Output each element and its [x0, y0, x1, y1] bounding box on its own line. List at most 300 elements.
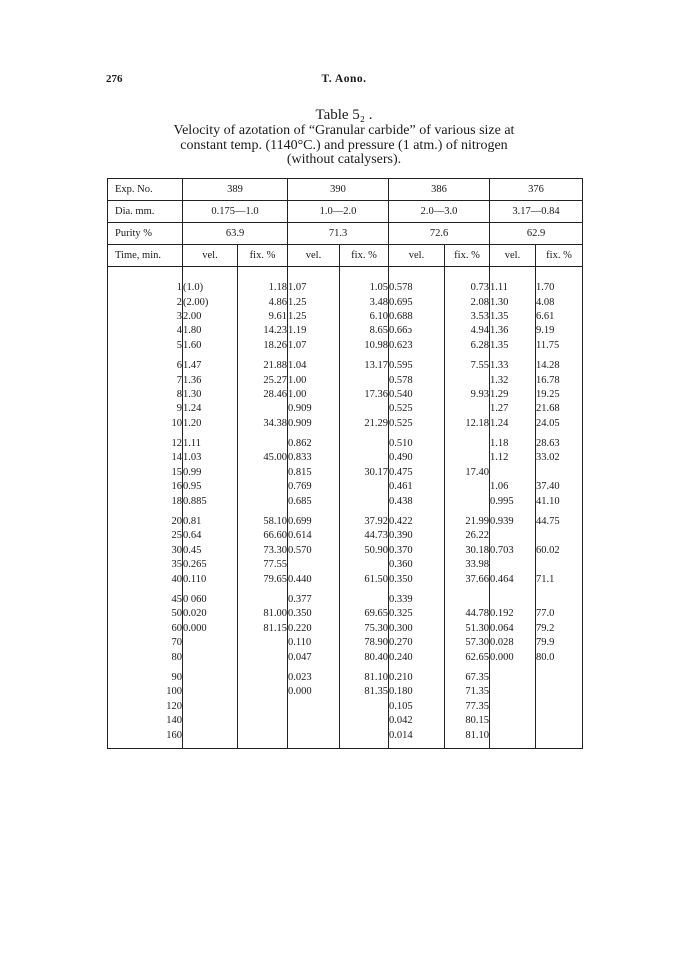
fix-cell: 8.65 — [340, 324, 389, 338]
vel-cell: 1.06 — [490, 480, 536, 494]
vel-cell: 0.769 — [288, 480, 340, 494]
fix-cell: 79.2 — [536, 622, 583, 636]
fix-cell: 80.40 — [340, 650, 389, 664]
vel-cell: 0.862 — [288, 431, 340, 451]
fix-cell: 9.93 — [445, 388, 490, 402]
table-row — [108, 353, 583, 373]
fix-cell: 45.00 — [238, 451, 288, 465]
fix-cell — [340, 714, 389, 728]
time-cell: 7 — [108, 373, 183, 387]
vel-cell: 0.885 — [183, 494, 238, 508]
header-row-columns — [108, 245, 583, 267]
fix-cell: 14.23 — [238, 324, 288, 338]
azotation-table — [107, 178, 583, 749]
exp-no-389: 389 — [183, 179, 288, 201]
fix-cell — [238, 714, 288, 728]
fix-cell: 61.50 — [340, 572, 389, 586]
vel-cell — [490, 529, 536, 543]
vel-cell: 1.33 — [490, 353, 536, 373]
fix-cell: 81.00 — [238, 607, 288, 621]
fix-cell: 33.98 — [445, 558, 490, 572]
vel-cell: 0.422 — [389, 509, 445, 529]
col-header-fix: fix. % — [340, 245, 389, 267]
fix-cell: 81.35 — [340, 685, 389, 699]
time-cell: 120 — [108, 700, 183, 714]
fix-cell: 3.48 — [340, 295, 389, 309]
fix-cell: 37.92 — [340, 509, 389, 529]
page-number: 276 — [106, 73, 123, 85]
vel-cell: 1.18 — [490, 431, 536, 451]
table-row — [108, 451, 583, 465]
fix-cell: 80.15 — [445, 714, 490, 728]
vel-cell — [183, 665, 238, 685]
fix-cell: 16.78 — [536, 373, 583, 387]
fix-cell: 77.55 — [238, 558, 288, 572]
vel-cell: (2.00) — [183, 295, 238, 309]
fix-cell: 44.78 — [445, 607, 490, 621]
vel-cell: 0.685 — [288, 494, 340, 508]
vel-cell: 0.192 — [490, 607, 536, 621]
fix-cell — [340, 494, 389, 508]
vel-cell: 1.25 — [288, 310, 340, 324]
vel-cell: 0.370 — [389, 544, 445, 558]
fix-cell — [340, 402, 389, 416]
fix-cell: 6.61 — [536, 310, 583, 324]
table-row — [108, 700, 583, 714]
vel-cell: 0.490 — [389, 451, 445, 465]
vel-cell: 0.570 — [288, 544, 340, 558]
table-row — [108, 509, 583, 529]
fix-cell: 0.73 — [445, 281, 490, 295]
exp-no-390: 390 — [288, 179, 389, 201]
fix-cell — [238, 466, 288, 480]
vel-cell: 0.614 — [288, 529, 340, 543]
fix-cell — [536, 587, 583, 607]
fix-cell — [340, 451, 389, 465]
fix-cell: 11.75 — [536, 339, 583, 353]
vel-cell: 1.30 — [490, 295, 536, 309]
vel-cell — [490, 700, 536, 714]
purity-376: 62.9 — [490, 223, 583, 245]
time-cell: 90 — [108, 665, 183, 685]
time-cell: 6 — [108, 353, 183, 373]
dia-376: 3.17—0.84 — [490, 201, 583, 223]
col-header-vel: vel. — [389, 245, 445, 267]
fix-cell — [238, 587, 288, 607]
caption-line: Velocity of azotation of “Granular carbide” of various size at — [173, 123, 515, 138]
vel-cell: 1.25 — [288, 295, 340, 309]
table-row — [108, 402, 583, 416]
vel-cell: 1.35 — [490, 339, 536, 353]
table-title: Table 5₂ . — [315, 107, 373, 123]
vel-cell: 0.95 — [183, 480, 238, 494]
vel-cell: 0.438 — [389, 494, 445, 508]
fix-cell: 2.08 — [445, 295, 490, 309]
row-label-time: Time, min. — [108, 245, 183, 267]
fix-cell: 3.53 — [445, 310, 490, 324]
fix-cell: 17.40 — [445, 466, 490, 480]
table-row — [108, 466, 583, 480]
fix-cell: 34.38 — [238, 417, 288, 431]
fix-cell: 81.10 — [340, 665, 389, 685]
fix-cell — [536, 558, 583, 572]
fix-cell — [238, 402, 288, 416]
table-row — [108, 373, 583, 387]
table-row — [108, 494, 583, 508]
fix-cell: 1.70 — [536, 281, 583, 295]
vel-cell: 0.699 — [288, 509, 340, 529]
vel-cell: 0.023 — [288, 665, 340, 685]
vel-cell — [490, 728, 536, 748]
vel-cell: 1.03 — [183, 451, 238, 465]
vel-cell: 0.270 — [389, 636, 445, 650]
vel-cell: 0.325 — [389, 607, 445, 621]
fix-cell: 41.10 — [536, 494, 583, 508]
vel-cell — [183, 650, 238, 664]
time-cell: 70 — [108, 636, 183, 650]
fix-cell: 30.17 — [340, 466, 389, 480]
fix-cell: 21.29 — [340, 417, 389, 431]
header-row-dia — [108, 201, 583, 223]
header-gap-row — [108, 267, 583, 282]
vel-cell — [183, 728, 238, 748]
fix-cell — [238, 494, 288, 508]
fix-cell: 69.65 — [340, 607, 389, 621]
vel-cell: 0.000 — [183, 622, 238, 636]
time-cell: 8 — [108, 388, 183, 402]
vel-cell: 2.00 — [183, 310, 238, 324]
fix-cell: 21.68 — [536, 402, 583, 416]
fix-cell — [340, 728, 389, 748]
vel-cell — [288, 700, 340, 714]
fix-cell: 9.19 — [536, 324, 583, 338]
fix-cell: 4.08 — [536, 295, 583, 309]
fix-cell — [238, 636, 288, 650]
fix-cell — [340, 480, 389, 494]
time-cell: 100 — [108, 685, 183, 699]
purity-389: 63.9 — [183, 223, 288, 245]
vel-cell: 0.350 — [389, 572, 445, 586]
vel-cell: 0.042 — [389, 714, 445, 728]
vel-cell: 1.04 — [288, 353, 340, 373]
time-cell: 50 — [108, 607, 183, 621]
header-row-purity — [108, 223, 583, 245]
fix-cell: 71.35 — [445, 685, 490, 699]
fix-cell — [536, 529, 583, 543]
fix-cell — [445, 431, 490, 451]
fix-cell: 30.18 — [445, 544, 490, 558]
time-cell: 25 — [108, 529, 183, 543]
fix-cell: 7.55 — [445, 353, 490, 373]
fix-cell — [340, 587, 389, 607]
time-cell: 40 — [108, 572, 183, 586]
vel-cell: 0.240 — [389, 650, 445, 664]
fix-cell — [238, 431, 288, 451]
vel-cell: 0.350 — [288, 607, 340, 621]
vel-cell: 0.81 — [183, 509, 238, 529]
fix-cell — [536, 714, 583, 728]
vel-cell: 0.578 — [389, 281, 445, 295]
fix-cell: 21.99 — [445, 509, 490, 529]
col-header-fix: fix. % — [238, 245, 288, 267]
vel-cell: 1.20 — [183, 417, 238, 431]
table-row — [108, 650, 583, 664]
vel-cell: 1.24 — [183, 402, 238, 416]
fix-cell — [340, 373, 389, 387]
fix-cell: 58.10 — [238, 509, 288, 529]
fix-cell: 62.65 — [445, 650, 490, 664]
vel-cell: 0.220 — [288, 622, 340, 636]
header-row-exp-no — [108, 179, 583, 201]
fix-cell: 79.9 — [536, 636, 583, 650]
vel-cell: 0 060 — [183, 587, 238, 607]
table-row — [108, 728, 583, 748]
vel-cell — [183, 685, 238, 699]
vel-cell: 0.578 — [389, 373, 445, 387]
fix-cell — [536, 700, 583, 714]
fix-cell: 18.26 — [238, 339, 288, 353]
fix-cell: 37.40 — [536, 480, 583, 494]
fix-cell: 66.60 — [238, 529, 288, 543]
vel-cell: 1.29 — [490, 388, 536, 402]
fix-cell — [340, 558, 389, 572]
vel-cell: 0.595 — [389, 353, 445, 373]
fix-cell — [238, 665, 288, 685]
vel-cell: 0.623 — [389, 339, 445, 353]
fix-cell: 67.35 — [445, 665, 490, 685]
vel-cell: 1.11 — [183, 431, 238, 451]
vel-cell: 0.909 — [288, 402, 340, 416]
exp-no-386: 386 — [389, 179, 490, 201]
table-row — [108, 324, 583, 338]
fix-cell: 33.02 — [536, 451, 583, 465]
time-cell: 35 — [108, 558, 183, 572]
vel-cell — [490, 685, 536, 699]
time-cell: 80 — [108, 650, 183, 664]
fix-cell — [445, 480, 490, 494]
vel-cell — [183, 636, 238, 650]
time-cell: 30 — [108, 544, 183, 558]
vel-cell — [490, 665, 536, 685]
fix-cell: 50.90 — [340, 544, 389, 558]
vel-cell: 0.440 — [288, 572, 340, 586]
table-row — [108, 295, 583, 309]
vel-cell: 0.525 — [389, 402, 445, 416]
fix-cell: 77.0 — [536, 607, 583, 621]
vel-cell: 0.66ɔ — [389, 324, 445, 338]
vel-cell: 0.064 — [490, 622, 536, 636]
vel-cell: 0.028 — [490, 636, 536, 650]
fix-cell: 73.30 — [238, 544, 288, 558]
vel-cell: 0.110 — [288, 636, 340, 650]
vel-cell: 0.000 — [288, 685, 340, 699]
fix-cell — [238, 728, 288, 748]
fix-cell: 75.30 — [340, 622, 389, 636]
vel-cell: 1.12 — [490, 451, 536, 465]
vel-cell: 0.703 — [490, 544, 536, 558]
vel-cell: 0.339 — [389, 587, 445, 607]
vel-cell — [183, 700, 238, 714]
fix-cell: 1.05 — [340, 281, 389, 295]
vel-cell: 0.510 — [389, 431, 445, 451]
vel-cell: 1.60 — [183, 339, 238, 353]
table-row — [108, 714, 583, 728]
vel-cell: 1.24 — [490, 417, 536, 431]
fix-cell: 77.35 — [445, 700, 490, 714]
caption-line: constant temp. (1140°C.) and pressure (1 atm.) of nitrogen — [180, 137, 508, 153]
vel-cell: 0.377 — [288, 587, 340, 607]
row-label-purity: Purity % — [108, 223, 183, 245]
fix-cell: 81.15 — [238, 622, 288, 636]
table-row — [108, 544, 583, 558]
purity-390: 71.3 — [288, 223, 389, 245]
fix-cell: 81.10 — [445, 728, 490, 748]
table-row — [108, 480, 583, 494]
fix-cell: 17.36 — [340, 388, 389, 402]
vel-cell: 0.000 — [490, 650, 536, 664]
table-row — [108, 622, 583, 636]
col-header-fix: fix. % — [445, 245, 490, 267]
vel-cell: 1.07 — [288, 339, 340, 353]
time-cell: 160 — [108, 728, 183, 748]
fix-cell: 51.30 — [445, 622, 490, 636]
vel-cell: 0.464 — [490, 572, 536, 586]
fix-cell — [445, 494, 490, 508]
vel-cell: 0.695 — [389, 295, 445, 309]
fix-cell: 79.65 — [238, 572, 288, 586]
fix-cell: 12.18 — [445, 417, 490, 431]
time-cell: 18 — [108, 494, 183, 508]
fix-cell: 10.98 — [340, 339, 389, 353]
table-row — [108, 558, 583, 572]
fix-cell: 13.17 — [340, 353, 389, 373]
fix-cell: 78.90 — [340, 636, 389, 650]
table-row — [108, 636, 583, 650]
vel-cell: 0.45 — [183, 544, 238, 558]
vel-cell: 0.525 — [389, 417, 445, 431]
vel-cell: 0.360 — [389, 558, 445, 572]
fix-cell: 19.25 — [536, 388, 583, 402]
fix-cell: 6.10 — [340, 310, 389, 324]
table-row — [108, 665, 583, 685]
fix-cell — [238, 480, 288, 494]
vel-cell: 1.35 — [490, 310, 536, 324]
vel-cell: 0.014 — [389, 728, 445, 748]
table-row — [108, 431, 583, 451]
time-cell: 12 — [108, 431, 183, 451]
fix-cell — [238, 700, 288, 714]
vel-cell: 0.833 — [288, 451, 340, 465]
vel-cell — [490, 466, 536, 480]
vel-cell — [490, 714, 536, 728]
table-row — [108, 281, 583, 295]
col-header-vel: vel. — [288, 245, 340, 267]
vel-cell: 0.180 — [389, 685, 445, 699]
fix-cell — [445, 587, 490, 607]
vel-cell: 1.30 — [183, 388, 238, 402]
time-cell: 20 — [108, 509, 183, 529]
fix-cell: 9.61 — [238, 310, 288, 324]
time-cell: 2 — [108, 295, 183, 309]
fix-cell: 24.05 — [536, 417, 583, 431]
fix-cell — [536, 665, 583, 685]
vel-cell — [288, 728, 340, 748]
vel-cell: 0.047 — [288, 650, 340, 664]
fix-cell — [445, 373, 490, 387]
fix-cell: 25.27 — [238, 373, 288, 387]
vel-cell: 0.815 — [288, 466, 340, 480]
vel-cell: 0.688 — [389, 310, 445, 324]
table-row — [108, 417, 583, 431]
vel-cell: 0.461 — [389, 480, 445, 494]
vel-cell: 0.909 — [288, 417, 340, 431]
vel-cell: 1.07 — [288, 281, 340, 295]
caption-line: (without catalysers). — [286, 152, 402, 167]
fix-cell: 44.73 — [340, 529, 389, 543]
vel-cell: 1.47 — [183, 353, 238, 373]
vel-cell — [288, 558, 340, 572]
fix-cell: 4.86 — [238, 295, 288, 309]
vel-cell: 1.11 — [490, 281, 536, 295]
vel-cell: 0.995 — [490, 494, 536, 508]
time-cell: 14 — [108, 451, 183, 465]
fix-cell: 26.22 — [445, 529, 490, 543]
vel-cell: 0.020 — [183, 607, 238, 621]
table-row — [108, 685, 583, 699]
vel-cell — [183, 714, 238, 728]
vel-cell: 0.390 — [389, 529, 445, 543]
vel-cell: 0.64 — [183, 529, 238, 543]
time-cell: 60 — [108, 622, 183, 636]
vel-cell: 0.99 — [183, 466, 238, 480]
col-header-fix: fix. % — [536, 245, 583, 267]
time-cell: 1 — [108, 281, 183, 295]
exp-no-376: 376 — [490, 179, 583, 201]
vel-cell — [490, 587, 536, 607]
col-header-vel: vel. — [183, 245, 238, 267]
table-row — [108, 310, 583, 324]
time-cell: 45 — [108, 587, 183, 607]
fix-cell — [238, 685, 288, 699]
purity-386: 72.6 — [389, 223, 490, 245]
time-cell: 16 — [108, 480, 183, 494]
fix-cell: 57.30 — [445, 636, 490, 650]
table-row — [108, 388, 583, 402]
vel-cell: 1.19 — [288, 324, 340, 338]
vel-cell: 1.27 — [490, 402, 536, 416]
row-label-dia: Dia. mm. — [108, 201, 183, 223]
time-cell: 10 — [108, 417, 183, 431]
table-body — [108, 267, 583, 749]
vel-cell: 0.475 — [389, 466, 445, 480]
vel-cell — [490, 558, 536, 572]
row-label-exp-no: Exp. No. — [108, 179, 183, 201]
vel-cell: (1.0) — [183, 281, 238, 295]
time-cell: 4 — [108, 324, 183, 338]
table-row — [108, 587, 583, 607]
fix-cell: 44.75 — [536, 509, 583, 529]
fix-cell — [238, 650, 288, 664]
fix-cell — [340, 700, 389, 714]
vel-cell: 1.36 — [183, 373, 238, 387]
running-head-author: T. Aono. — [321, 73, 367, 85]
fix-cell — [536, 728, 583, 748]
vel-cell: 1.32 — [490, 373, 536, 387]
fix-cell: 28.63 — [536, 431, 583, 451]
vel-cell: 1.36 — [490, 324, 536, 338]
col-header-vel: vel. — [490, 245, 536, 267]
vel-cell: 1.80 — [183, 324, 238, 338]
